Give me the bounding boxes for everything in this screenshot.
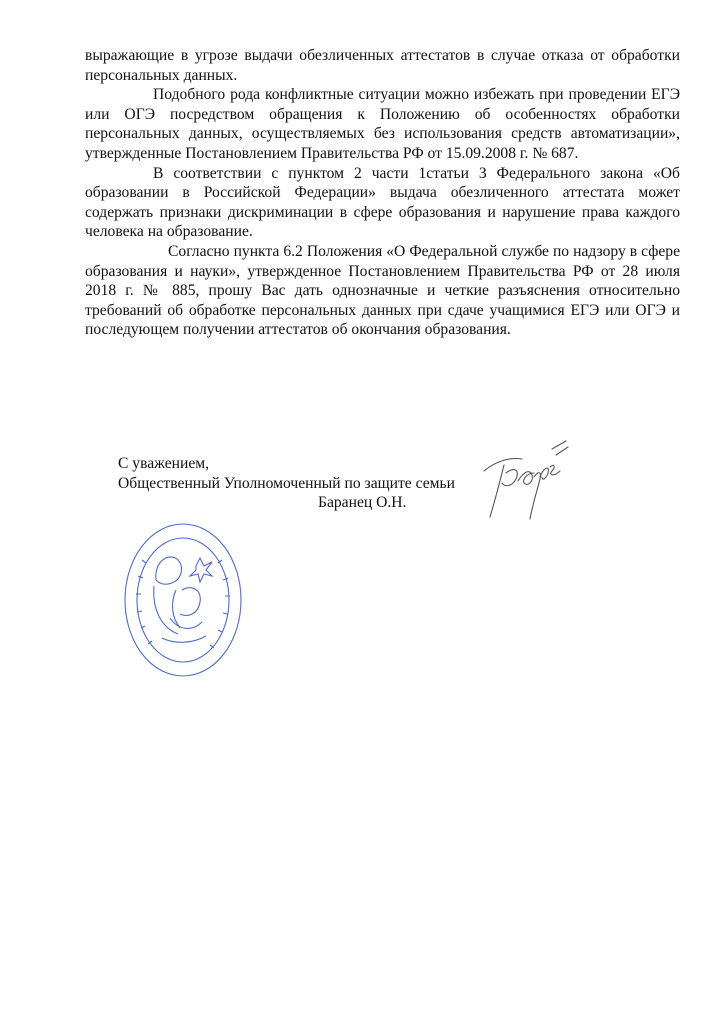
closing-block (118, 454, 455, 513)
signature-image (482, 437, 572, 527)
paragraph-4: Согласно пункта 6.2 Положения «О Федеральной службе по надзору в сфере образования и науки», утвержденное Постановлением Правительства РФ от 28 июля 2018 г. № 885, прошу Вас дать однозначные и четкие разъяснения относительно требований об обработке персональных данных при сдаче учащимися ЕГЭ или ОГЭ и последующем получении аттестатов об окончания образования. (85, 242, 680, 339)
regards-line: С уважением, (118, 455, 210, 472)
signer-name: Баранец О.Н. (318, 494, 407, 512)
paragraph-2: Подобного рода конфликтные ситуации можно избежать при проведении ЕГЭ или ОГЭ посредством обращения к Положению об особенностях обработки персональных данных, осуществляемых без использования средств автоматизации», утвержденные Постановлением Правительства РФ от 15.09.2008 г. № 687. (85, 86, 680, 162)
paragraph-1: выражающие в угрозе выдачи обезличенных аттестатов в случае отказа от обработки персональных данных. (85, 47, 680, 84)
letter-body (85, 46, 680, 340)
seal-image (122, 520, 244, 680)
paragraph-3: В соответствии с пунктом 2 части 1статьи 3 Федерального закона «Об образовании в Российской Федерации» выдача обезличенного аттестата может содержать признаки дискриминации в сфере образования и нарушение права каждого человека на образование. (85, 164, 680, 241)
position-line: Общественный Уполномоченный по защите семьи (118, 474, 455, 492)
